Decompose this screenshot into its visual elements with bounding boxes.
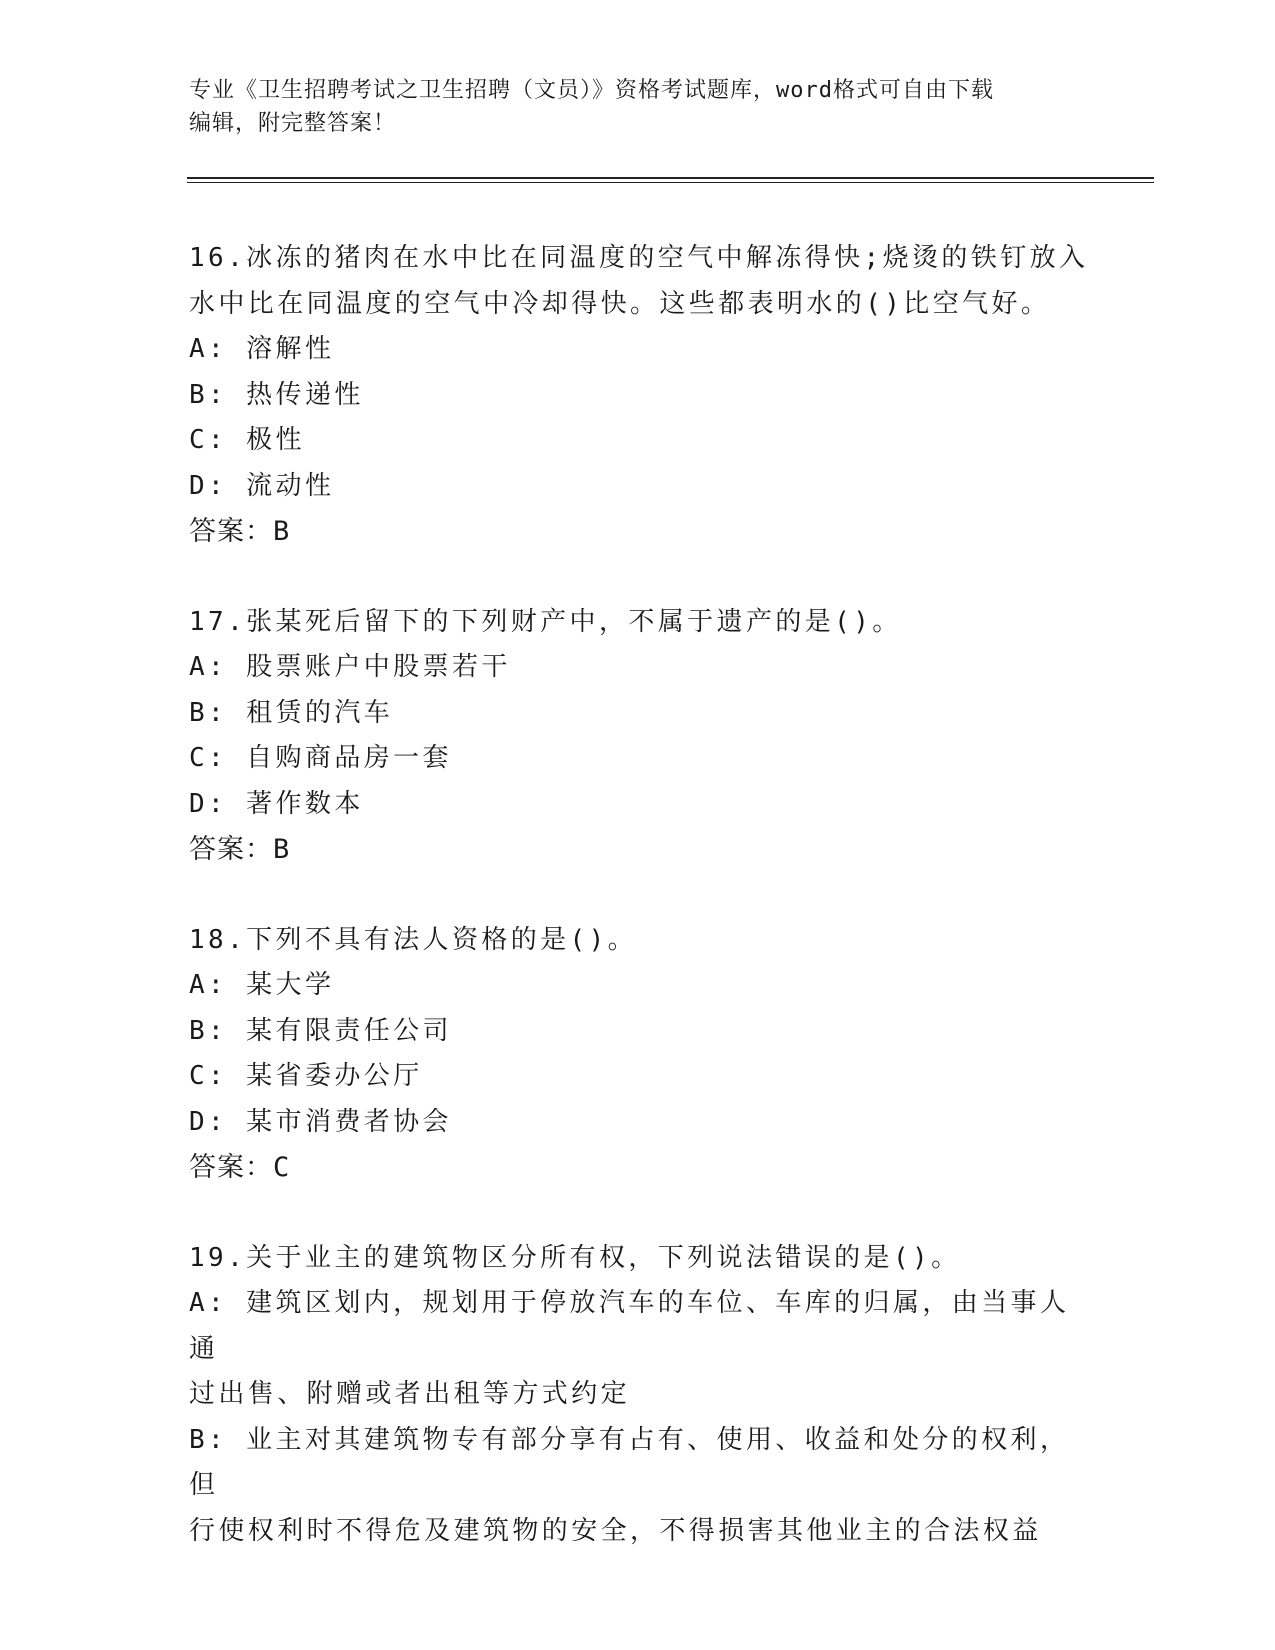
question-stem: 19.关于业主的建筑物区分所有权，下列说法错误的是()。: [189, 1242, 961, 1273]
option-d: D: 流动性: [189, 470, 335, 501]
question-stem: 18.下列不具有法人资格的是()。: [189, 924, 638, 955]
option-c: C: 某省委办公厅: [189, 1061, 423, 1091]
option-a-continued: 过出售、附赠或者出租等方式约定: [189, 1379, 631, 1409]
option-b: B: 租赁的汽车: [189, 697, 394, 728]
option-b: B: 业主对其建筑物专有部分享有占有、使用、收益和处分的权利，但: [189, 1424, 1070, 1500]
option-a: A: 股票账户中股票若干: [189, 652, 511, 682]
option-a: A: 建筑区划内，规划用于停放汽车的车位、车库的归属，由当事人通: [189, 1288, 1070, 1364]
option-a: A: 溶解性: [189, 334, 335, 364]
answer-line: 答案：C: [189, 1152, 291, 1183]
question-19: [189, 1236, 1089, 1555]
question-stem: 17.张某死后留下的下列财产中，不属于遗产的是()。: [189, 606, 902, 637]
question-18: [189, 918, 1089, 1191]
document-intro: [189, 74, 1089, 140]
question-16: [189, 236, 1089, 555]
option-b-continued: 行使权利时不得危及建筑物的安全，不得损害其他业主的合法权益: [189, 1515, 1042, 1546]
option-d: D: 著作数本: [189, 788, 364, 819]
intro-line: 编辑，附完整答案！: [189, 111, 397, 136]
option-c: C: 自购商品房一套: [189, 743, 452, 773]
option-b: B: 某有限责任公司: [189, 1015, 452, 1046]
question-stem: 水中比在同温度的空气中冷却得快。这些都表明水的()比空气好。: [189, 288, 1051, 319]
option-c: C: 极性: [189, 425, 305, 455]
question-17: [189, 600, 1089, 873]
intro-line: 专业《卫生招聘考试之卫生招聘（文员）》资格考试题库，word格式可自由下载: [189, 78, 994, 103]
question-stem: 16.冰冻的猪肉在水中比在同温度的空气中解冻得快;烧烫的铁钉放入: [189, 243, 1089, 273]
header-rule: [187, 177, 1154, 179]
option-d: D: 某市消费者协会: [189, 1106, 452, 1137]
answer-line: 答案：B: [189, 834, 291, 865]
answer-line: 答案：B: [189, 516, 291, 547]
option-b: B: 热传递性: [189, 379, 364, 410]
option-a: A: 某大学: [189, 970, 335, 1000]
question-list: [189, 236, 1089, 1599]
header-rule-thin: [187, 182, 1154, 183]
